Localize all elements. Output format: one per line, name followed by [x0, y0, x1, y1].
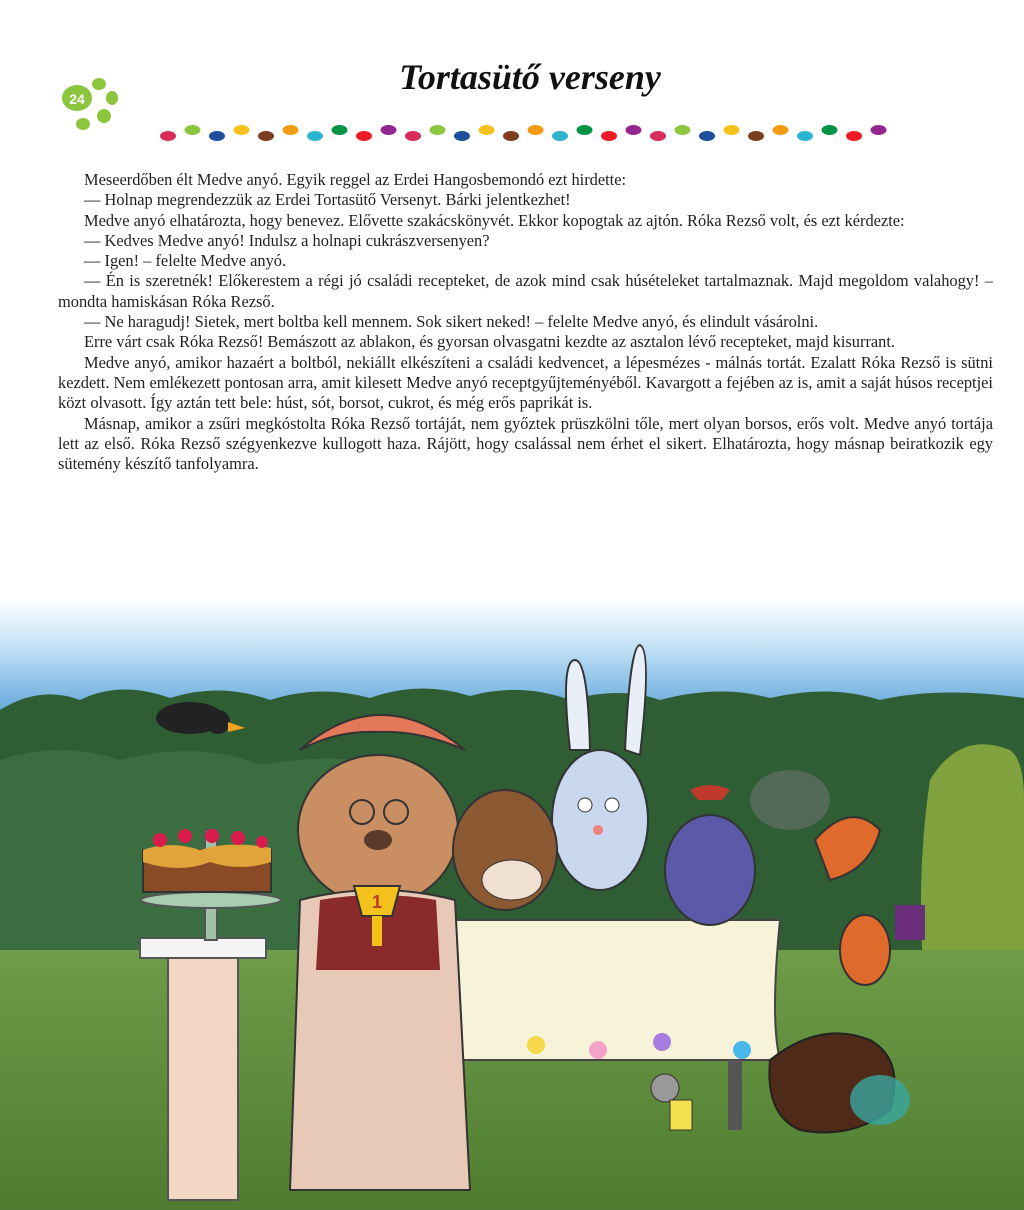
footprint-icon: [356, 131, 372, 141]
story-paragraph: Medve anyó, amikor hazaért a boltból, nekiállt elkészíteni a családi kedvencet, a lépesmézes - málnás tortát. Ezalatt Róka Rezső is sütni kezdett. Nem emlékezett pontosan arra, amit kilesett Medve anyó receptgyűjteményéből. Kavargott a fejében az is, amit a saját húsos receptjei közt olvasott. Így aztán tett bele: húst, sót, borsot, cukrot, és még erős paprikát is.: [58, 352, 993, 413]
footprint-icon: [381, 125, 397, 135]
footprint-icon: [479, 125, 495, 135]
footprint-trail-icon: [158, 116, 898, 150]
footprint-icon: [454, 131, 470, 141]
boar-judge: [453, 790, 557, 910]
footprint-icon: [234, 125, 250, 135]
footprint-icon: [160, 131, 176, 141]
story-paragraph: — Igen! – felelte Medve anyó.: [84, 251, 287, 271]
footprint-icon: [552, 131, 568, 141]
footprint-icon: [871, 125, 887, 135]
footprint-icon: [675, 125, 691, 135]
story-paragraph: — Holnap megrendezzük az Erdei Tortasütő Versenyt. Bárki jelentkezhet!: [84, 190, 571, 210]
footprint-icon: [773, 125, 789, 135]
page-number: 24: [69, 91, 85, 107]
footprint-icon: [528, 125, 544, 135]
footprint-icon: [430, 125, 446, 135]
footprint-icon: [650, 131, 666, 141]
footprint-icon: [846, 131, 862, 141]
story-paragraph: Meseerdőben élt Medve anyó. Egyik reggel az Erdei Hangosbemondó ezt hirdette:: [84, 170, 627, 189]
footprint-icon: [724, 125, 740, 135]
page-number-badge: [60, 76, 122, 134]
medve-anyo-bear: [290, 715, 470, 1190]
footprint-icon: [797, 131, 813, 141]
footprint-icon: [822, 125, 838, 135]
footprint-icon: [307, 131, 323, 141]
story-paragraph: Medve anyó elhatározta, hogy benevez. Elővette szakácskönyvét. Ekkor kopogtak az ajtón. Róka Rezső volt, és ezt kérdezte:: [84, 210, 905, 230]
footprint-icon: [405, 131, 421, 141]
story-paragraph: Erre várt csak Róka Rezső! Bemászott az ablakon, és gyorsan olvasgatni kezdte az asztalon lévő recepteket, majd kisurrant.: [84, 332, 896, 352]
story-paragraph: — Ne haragudj! Sietek, mert boltba kell mennem. Sok sikert neked! – felelte Medve anyó, és elindult vásárolni.: [84, 312, 819, 332]
footprint-icon: [258, 131, 274, 141]
footprint-icon: [503, 131, 519, 141]
page-title: Tortasütő verseny: [399, 57, 661, 97]
footprint-icon: [626, 125, 642, 135]
story-paragraph: — Kedves Medve anyó! Indulsz a holnapi cukrászversenyen?: [84, 230, 490, 250]
footprint-icon: [209, 131, 225, 141]
story-paragraph: — Én is szeretnék! Előkerestem a régi jó családi recepteket, de azok mind csak húsételeket tartalmaznak. Majd megoldom valahogy! – mondta hamiskásan Róka Rezső.: [58, 271, 993, 311]
footprint-icon: [748, 131, 764, 141]
trophy-number: 1: [372, 892, 383, 912]
footprint-icon: [699, 131, 715, 141]
footprint-icon: [332, 125, 348, 135]
footprint-icon: [577, 125, 593, 135]
story-paragraph: Másnap, amikor a zsűri megkóstolta Róka Rezső tortáját, nem győztek prüszkölni tőle, mert olyan borsos, erős volt. Medve anyó tortája lett az első. Róka Rezső szégyenkezve kullogott haza. Rájött, hogy csalással nem érhet el sikert. Elhatározta, hogy másnap beiratkozik egy sütemény készítő tanfolyamra.: [58, 413, 993, 474]
footprint-icon: [283, 125, 299, 135]
story-illustration: [0, 600, 1024, 1210]
footprint-icon: [601, 131, 617, 141]
footprint-icon: [185, 125, 201, 135]
story-text: [58, 170, 993, 474]
